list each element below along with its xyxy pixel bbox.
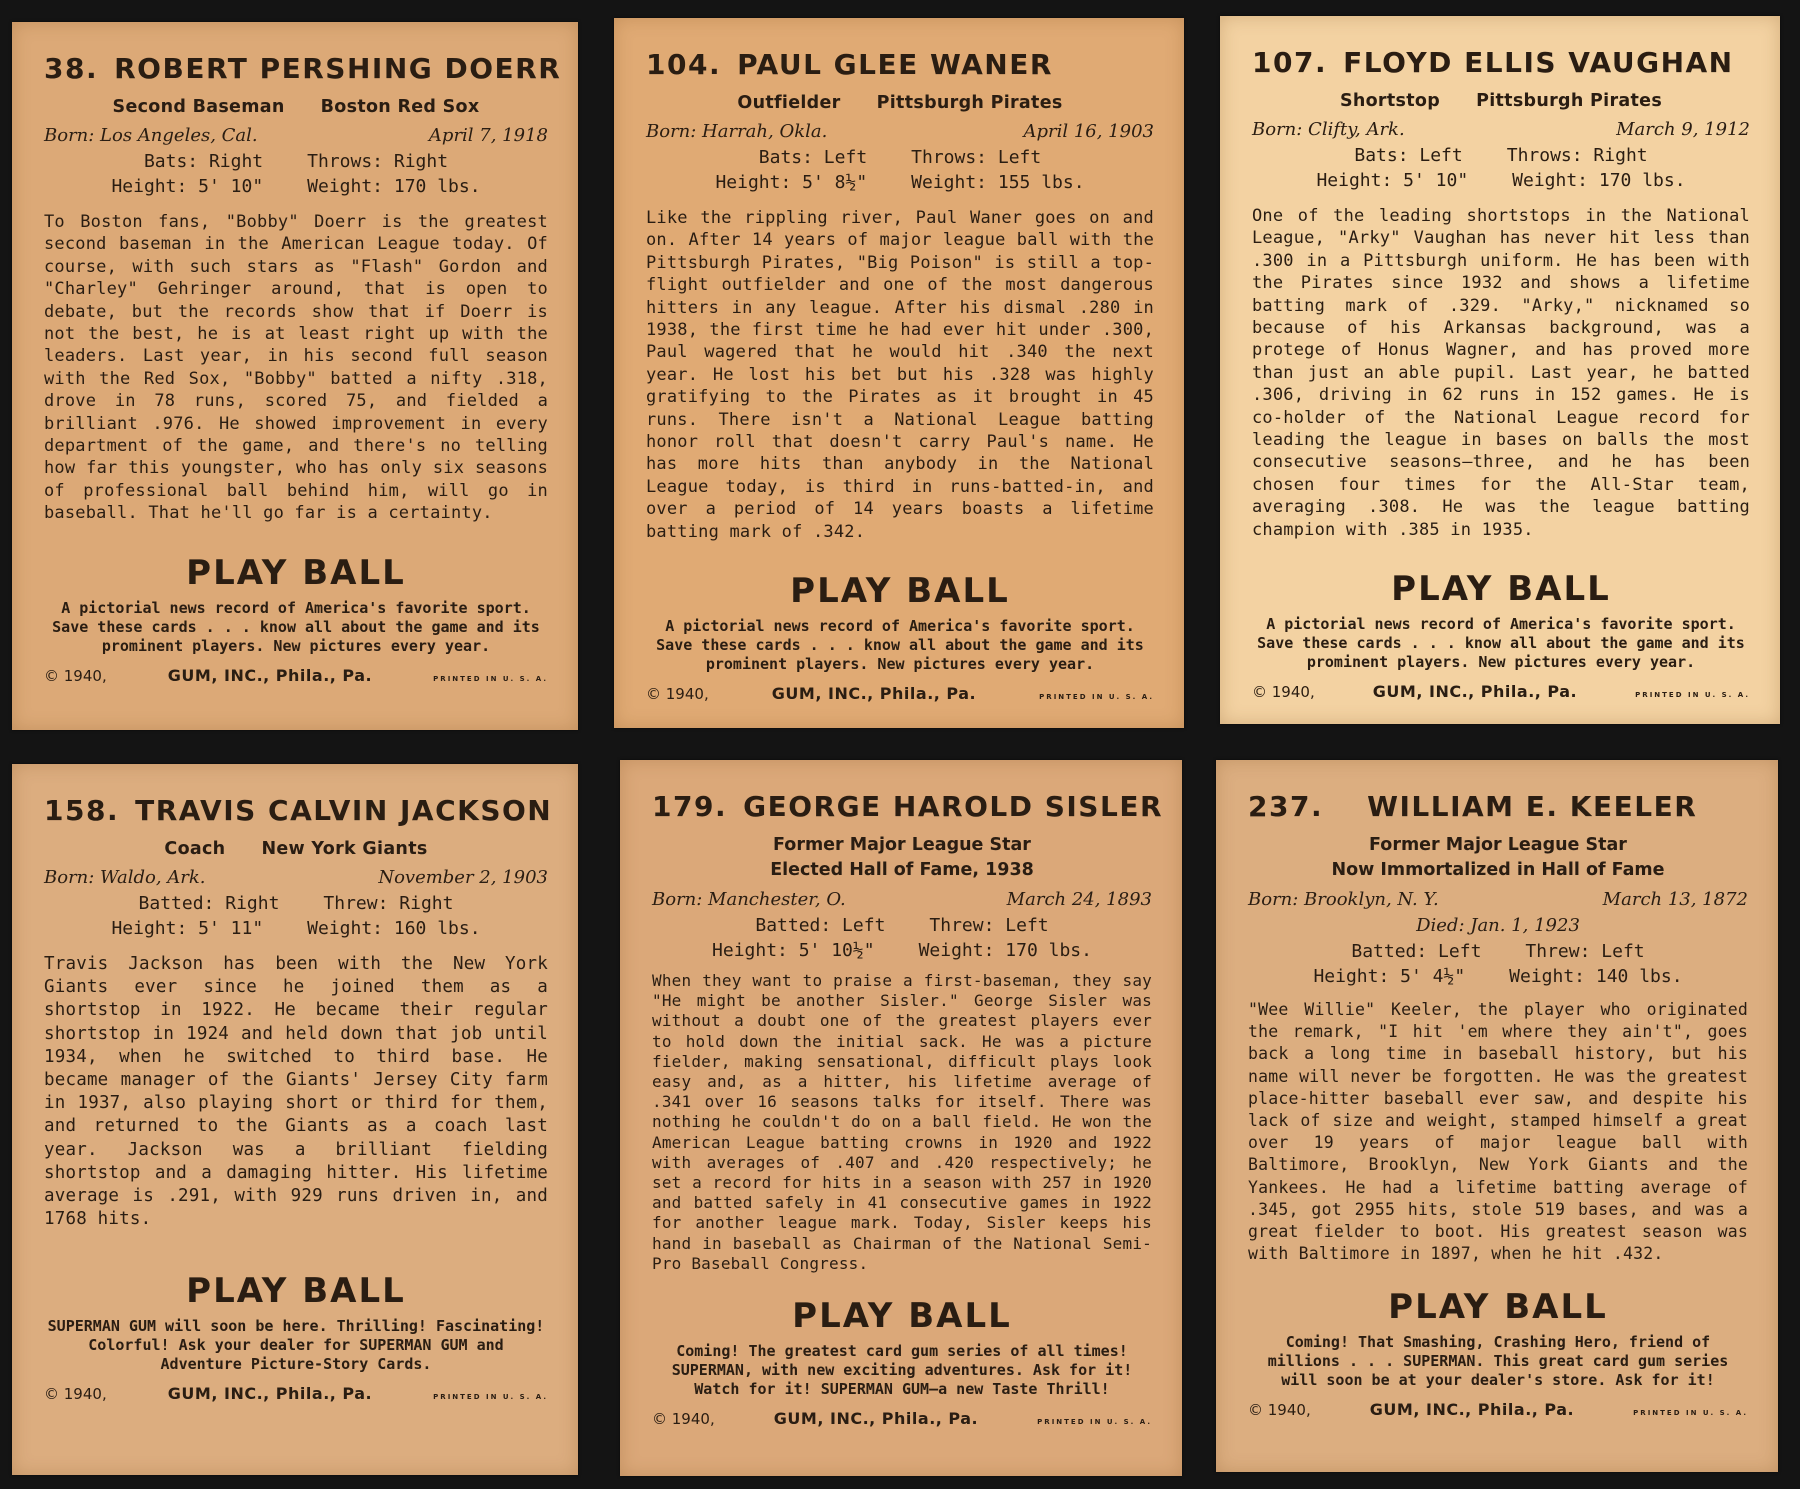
card-title [44, 794, 553, 827]
bats-throws [1252, 143, 1750, 168]
bats: Bats: Right [143, 151, 264, 172]
player-team: Boston Red Sox [320, 97, 480, 117]
copyright: © 1940, [646, 685, 709, 704]
birth-row [646, 119, 1154, 145]
publisher: GUM, INC., Phila., Pa. [1372, 682, 1578, 702]
born-date: March 24, 1893 [1006, 889, 1152, 910]
height-weight [646, 170, 1154, 195]
card-number: 158. [44, 794, 120, 827]
born-place: Born: Manchester, O. [652, 889, 846, 910]
subtitle-line-1: Former Major League Star [1369, 835, 1627, 855]
throws: Throws: Right [307, 151, 449, 172]
promo-text: Coming! That Smashing, Crashing Hero, friend of millions . . . SUPERMAN. This great card gum series will soon be at your dealer's store. Ask for it! [1267, 1333, 1729, 1390]
player-bio: "Wee Willie" Keeler, the player who originated the remark, "I hit 'em where they ain't", goes back a long time in baseball history, but his name will never be forgotten. He was the greatest place-hitter baseball ever saw, and despite his lack of size and weight, stamped himself a great over 19 years of major league ball with Baltimore, Brooklyn, New York Giants and the Yankees. He had a lifetime batting average of .345, got 2955 hits, stole 519 bases, and was a great fielder to boot. His greatest season was with Baltimore in 1897, when he hit .432. [1248, 1000, 1748, 1264]
position-team [44, 95, 548, 119]
died-date: Died: Jan. 1, 1923 [1416, 915, 1580, 936]
promo-text: Coming! The greatest card gum series of all times! SUPERMAN, with new exciting adventures. Ask for it! Watch for it! SUPERMAN GUM—a new Taste Thrill! [671, 1342, 1133, 1399]
player-bio: When they want to praise a first-baseman, they say "He might be another Sisler." George Sisler was without a doubt one of the greatest players ever to hold down the initial sack. He was a picture fielder, making sensational, difficult plays look easy and, as a hitter, his lifetime average of .341 over 16 seasons talks for itself. There was nothing he couldn't do on a ball field. He won the American League batting crowns in 1920 and 1922 with averages of .407 and .420 respectively; he set a record for hits in a season with 257 in 1920 and batted safely in 41 consecutive games in 1922 for another league mark. Today, Sisler keeps his hand in baseball as Chairman of the National Semi-Pro Baseball Congress. [652, 971, 1152, 1273]
player-team: Pittsburgh Pirates [1476, 91, 1663, 111]
card-number: 107. [1252, 46, 1328, 79]
promo-text: A pictorial news record of America's favorite sport. Save these cards . . . know all about the game and its prominent players. New pictures every year. [1257, 615, 1745, 672]
publisher: GUM, INC., Phila., Pa. [771, 684, 977, 704]
subtitle-line-2: Now Immortalized in Hall of Fame [1331, 860, 1665, 880]
card-footer [44, 1384, 548, 1403]
position-team [646, 91, 1154, 115]
play-ball-heading: PLAY BALL [1388, 1287, 1608, 1328]
promo-text: A pictorial news record of America's favorite sport. Save these cards . . . know all about the game and its prominent players. New pictures every year. [52, 598, 540, 655]
height: Height: 5' 4½" [1313, 966, 1466, 987]
player-name: ROBERT PERSHING DOERR [114, 52, 562, 85]
copyright: © 1940, [1252, 683, 1315, 702]
born-date: March 13, 1872 [1602, 889, 1748, 910]
card-number: 179. [652, 790, 728, 823]
play-ball-heading: PLAY BALL [790, 571, 1010, 612]
player-name: PAUL GLEE WANER [737, 48, 1053, 81]
play-ball-heading: PLAY BALL [1391, 569, 1611, 610]
throws: Throws: Right [1506, 145, 1648, 166]
copyright: © 1940, [44, 1385, 107, 1404]
publisher: GUM, INC., Phila., Pa. [167, 665, 373, 685]
player-team: New York Giants [261, 839, 428, 859]
birth-row [652, 887, 1152, 913]
bats-throws [652, 913, 1152, 938]
play-ball-heading: PLAY BALL [186, 552, 406, 593]
card-footer [646, 684, 1154, 703]
birth-row [1252, 117, 1750, 143]
player-team: Pittsburgh Pirates [876, 93, 1063, 113]
player-bio: To Boston fans, "Bobby" Doerr is the greatest second baseman in the American League today. Of course, with such stars as "Flash" Gordon and "Charley" Gehringer around, that is open to debate, but the records show that if Doerr is not the best, he is at least right up with the leaders. Last year, in his second full season with the Red Sox, "Bobby" batted a nifty .318, drove in 78 runs, scored 75, and fielded a brilliant .976. He showed improvement in every department of the game, and there's no telling how far this youngster, who has only six seasons of professional ball behind him, will go in baseball. That he'll go far is a certainty. [44, 212, 548, 524]
player-name: GEORGE HAROLD SISLER [743, 790, 1164, 823]
copyright: © 1940, [1248, 1401, 1311, 1420]
printed-in: PRINTED IN U. S. A. [1037, 1418, 1152, 1427]
birth-row [1248, 887, 1748, 913]
bats: Bats: Left [1354, 145, 1463, 166]
position-team [44, 837, 548, 861]
born-place: Born: Los Angeles, Cal. [44, 125, 258, 146]
printed-in: PRINTED IN U. S. A. [1633, 1409, 1748, 1418]
card-title [652, 790, 1164, 823]
throws: Threw: Left [929, 915, 1049, 936]
height-weight [44, 174, 548, 199]
height: Height: 5' 10" [1316, 170, 1469, 191]
baseball-card-keeler [1216, 760, 1778, 1472]
weight: Weight: 170 lbs. [1512, 170, 1686, 191]
born-place: Born: Clifty, Ark. [1252, 119, 1405, 140]
promo-text: SUPERMAN GUM will soon be here. Thrilling! Fascinating! Colorful! Ask your dealer for SUPERMAN GUM and Adventure Picture-Story Cards. [47, 1317, 545, 1374]
card-footer [1252, 682, 1750, 701]
born-place: Born: Brooklyn, N. Y. [1248, 889, 1439, 910]
player-position: Coach [164, 839, 226, 859]
player-name: FLOYD ELLIS VAUGHAN [1343, 46, 1734, 79]
bats-throws [646, 145, 1154, 170]
height: Height: 5' 10½" [712, 940, 875, 961]
throws: Threw: Left [1525, 941, 1645, 962]
weight: Weight: 170 lbs. [307, 176, 481, 197]
player-name: WILLIAM E. KEELER [1367, 790, 1698, 823]
born-date: April 16, 1903 [1023, 121, 1154, 142]
printed-in: PRINTED IN U. S. A. [1635, 691, 1750, 700]
publisher: GUM, INC., Phila., Pa. [167, 1384, 373, 1404]
promo-text: A pictorial news record of America's favorite sport. Save these cards . . . know all about the game and its prominent players. New pictures every year. [656, 617, 1144, 674]
baseball-card-jackson [12, 764, 578, 1475]
throws: Throws: Left [911, 147, 1042, 168]
bats: Bats: Left [758, 147, 868, 168]
born-date: November 2, 1903 [378, 867, 548, 888]
weight: Weight: 140 lbs. [1509, 966, 1683, 987]
subtitle-line-1: Former Major League Star [773, 835, 1031, 855]
player-position: Second Baseman [112, 97, 285, 117]
baseball-card-doerr [12, 22, 578, 730]
card-footer [1248, 1400, 1748, 1419]
copyright: © 1940, [44, 666, 107, 685]
baseball-card-waner [614, 18, 1184, 728]
weight: Weight: 170 lbs. [918, 940, 1092, 961]
card-footer [652, 1409, 1152, 1428]
height: Height: 5' 10" [111, 176, 264, 197]
born-date: March 9, 1912 [1616, 119, 1750, 140]
printed-in: PRINTED IN U. S. A. [433, 674, 548, 683]
birth-row [44, 865, 548, 891]
player-position: Shortstop [1339, 91, 1441, 111]
card-number: 237. [1248, 790, 1324, 823]
publisher: GUM, INC., Phila., Pa. [1369, 1400, 1575, 1420]
card-title [44, 52, 562, 85]
play-ball-heading: PLAY BALL [186, 1271, 406, 1312]
card-title [1248, 790, 1748, 823]
height-weight [1252, 168, 1750, 193]
born-place: Born: Harrah, Okla. [646, 121, 828, 142]
weight: Weight: 160 lbs. [307, 918, 481, 939]
bats: Batted: Left [755, 915, 886, 936]
height-weight [1248, 964, 1748, 989]
card-number: 104. [646, 48, 722, 81]
player-name: TRAVIS CALVIN JACKSON [135, 794, 553, 827]
card-title [646, 48, 1154, 81]
bats-throws [1248, 939, 1748, 964]
printed-in: PRINTED IN U. S. A. [433, 1393, 548, 1402]
card-number: 38. [44, 52, 99, 85]
bats: Batted: Left [1351, 941, 1482, 962]
subtitle-line-2: Elected Hall of Fame, 1938 [770, 860, 1034, 880]
position-team [1252, 89, 1750, 113]
card-footer [44, 666, 548, 685]
player-bio: Travis Jackson has been with the New York Giants ever since he joined them as a shortstop in 1922. He became their regular shortstop in 1924 and held down that job until 1934, when he switched to third base. He became manager of the Giants' Jersey City farm in 1937, also playing short or third for them, and returned to the Giants as a coach last year. Jackson was a brilliant fielding shortstop and a damaging hitter. His lifetime average is .291, with 929 runs driven in, and 1768 hits. [44, 954, 548, 1230]
bats-throws [44, 149, 548, 174]
throws: Threw: Right [323, 893, 454, 914]
bats-throws [44, 891, 548, 916]
publisher: GUM, INC., Phila., Pa. [773, 1409, 979, 1429]
card-title [1252, 46, 1750, 79]
born-date: April 7, 1918 [428, 125, 548, 146]
height: Height: 5' 8½" [715, 172, 868, 193]
baseball-card-vaughan [1220, 16, 1780, 724]
player-position: Outfielder [737, 93, 841, 113]
weight: Weight: 155 lbs. [911, 172, 1085, 193]
player-bio: One of the leading shortstops in the National League, "Arky" Vaughan has never hit less than .300 in a Pittsburgh uniform. He has been with the Pirates since 1932 and shows a lifetime batting mark of .329. "Arky," nicknamed so because of his Arkansas background, was a protege of Honus Wagner, and has proved more than just an able pupil. Last year, he batted .306, driving in 62 runs in 152 games. He is co-holder of the National League record for leading the league in bases on balls the most consecutive seasons—three, and he has been chosen four times for the All-Star team, averaging .308. He was the league batting champion with .385 in 1935. [1252, 206, 1750, 540]
baseball-card-sisler [620, 760, 1182, 1476]
play-ball-heading: PLAY BALL [792, 1296, 1012, 1337]
player-bio: Like the rippling river, Paul Waner goes on and on. After 14 years of major league ball with the Pittsburgh Pirates, "Big Poison" is still a top-flight outfielder and one of the most dangerous hitters in any league. After his dismal .280 in 1938, the first time he had ever hit under .300, Paul wagered that he would hit .340 the next year. He lost his bet but his .328 was highly gratifying to the Pirates as it brought in 45 runs. There isn't a National League batting honor roll that doesn't carry Paul's name. He has more hits than anybody in the National League today, is third in runs-batted-in, and over a period of 14 years boasts a lifetime batting mark of .342. [646, 208, 1154, 542]
height-weight [44, 916, 548, 941]
copyright: © 1940, [652, 1410, 715, 1429]
bats: Batted: Right [138, 893, 280, 914]
height: Height: 5' 11" [111, 918, 264, 939]
birth-row [44, 123, 548, 149]
died-row [1248, 913, 1748, 939]
height-weight [652, 938, 1152, 963]
born-place: Born: Waldo, Ark. [44, 867, 206, 888]
printed-in: PRINTED IN U. S. A. [1039, 693, 1154, 702]
